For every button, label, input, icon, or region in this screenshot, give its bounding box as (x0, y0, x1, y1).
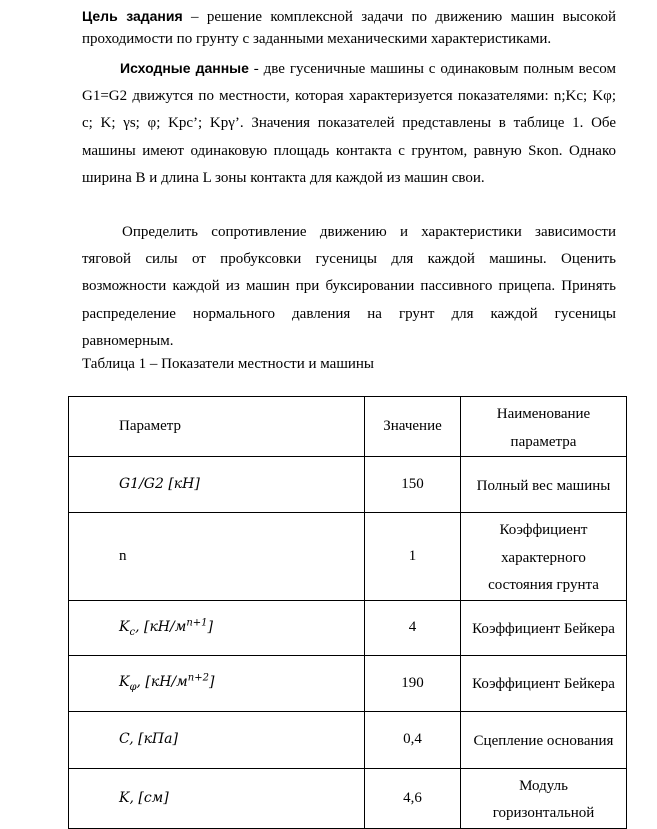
value-cell: 0,4 (365, 711, 461, 768)
param-g1g2: G1/G2 [кН] (119, 476, 200, 492)
name-cell: Сцепление основания (461, 711, 627, 768)
table-row (69, 600, 627, 655)
param-k: K, [см] (119, 789, 169, 806)
name-cell: Модуль горизонтальной (461, 768, 627, 828)
header-name: Наименование параметра (461, 397, 627, 457)
name-cell: Коэффициент Бейкера (461, 600, 627, 655)
param-kphi: $K_\varphi$, $[кН/м^{n+2}]$ (119, 672, 215, 694)
param-kc: $K_c$, $[кН/м^{n+1}]$ (119, 617, 213, 638)
param-cell (69, 655, 365, 711)
param-cell (69, 768, 365, 828)
value-cell: 1 (365, 513, 461, 601)
table-caption: Таблица 1 – Показатели местности и машины (82, 356, 375, 372)
table-row (69, 655, 627, 711)
goal-label: Цель задания (82, 8, 183, 24)
param-cell (69, 457, 365, 513)
source-data-label: Исходные данные (120, 60, 249, 76)
goal-text: – решение комплексной задачи по движению машин высокой проходимости по грунту с заданными механическими характеристиками. (82, 9, 616, 47)
table-row (69, 768, 627, 828)
param-cell (69, 600, 365, 655)
header-value: Значение (365, 397, 461, 457)
value-cell: 150 (365, 457, 461, 513)
table-row (69, 457, 627, 513)
param-c: C, [кПа] (119, 731, 178, 747)
value-cell: 4,6 (365, 768, 461, 828)
table-header-row (69, 397, 627, 457)
param-cell (69, 711, 365, 768)
goal-paragraph (82, 5, 616, 50)
source-data-text: - две гусеничные машины с одинаковым полным весом G1=G2 движутся по местности, которая характеризуется показателями: n;Kc; Kφ; c; K; γs; φ; Kpc’; Kpγ’. Значения показателей представлены в таблице 1. Обе машины имеют одинаковую площадь контакта с грунтом, равную Sкon. Однако ширина B и длина L зоны контакта для каждой из машин свои. (82, 61, 616, 186)
name-cell: Полный вес машины (461, 457, 627, 513)
header-param: Параметр (69, 397, 365, 457)
param-cell: n (69, 513, 365, 601)
task-text: Определить сопротивление движению и характеристики зависимости тяговой силы от пробуксовки гусеницы для каждой машины. Оценить возможности каждой из машин при буксировании пассивного прицепа. Принять распределение нормального давления на грунт для каждой гусеницы равномерным. (82, 224, 616, 349)
table-row (69, 711, 627, 768)
name-cell: Коэффициент Бейкера (461, 655, 627, 711)
value-cell: 190 (365, 655, 461, 711)
value-cell: 4 (365, 600, 461, 655)
parameters-table (68, 396, 627, 829)
table-row (69, 513, 627, 601)
name-cell: Коэффициент характерного состояния грунта (461, 513, 627, 601)
source-data-paragraph (82, 55, 616, 192)
task-paragraph (82, 219, 616, 355)
